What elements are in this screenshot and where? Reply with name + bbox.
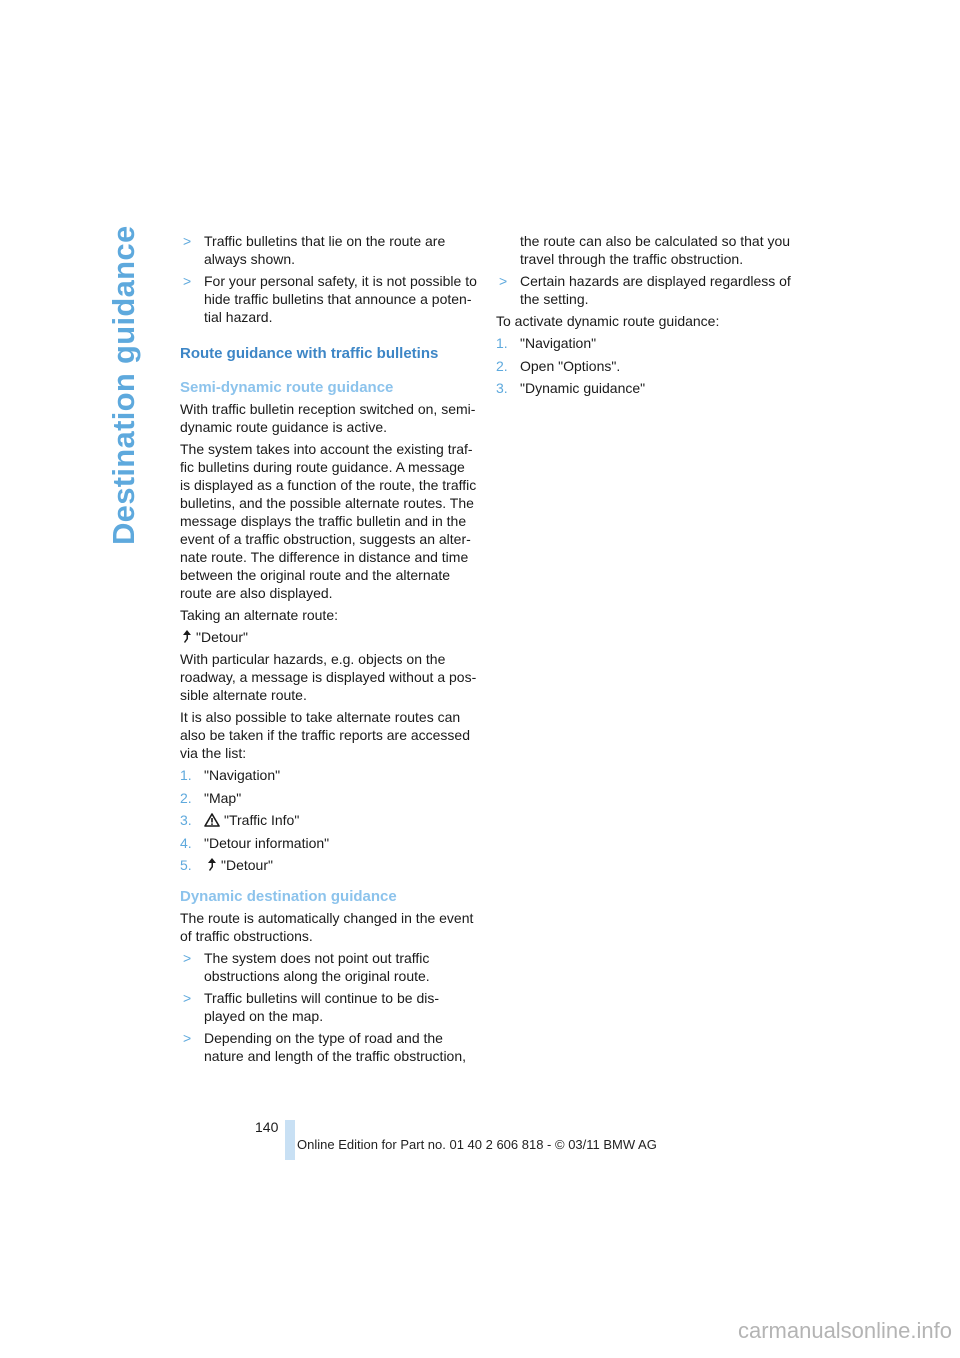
bullet-item: [180, 989, 477, 1025]
step-item: [180, 811, 477, 829]
bullet-item: [496, 272, 793, 308]
bullet-text: Traffic bulletins will continue to be dis-played on the map.: [204, 990, 439, 1024]
step-text: "Detour information": [204, 834, 330, 851]
step-item: [496, 379, 793, 397]
step-item: [496, 334, 793, 352]
step-text: "Dynamic guidance": [520, 380, 646, 396]
bullet-marker: >: [183, 273, 192, 289]
step-item: [496, 357, 793, 375]
step-number: 5.: [180, 857, 192, 873]
step-text: "Navigation": [204, 767, 281, 783]
step-text: "Navigation": [520, 335, 597, 351]
step-number: 1.: [180, 767, 192, 783]
footer-bar: [285, 1120, 295, 1160]
bullet-text: Depending on the type of road and the nature and length of the traffic obstruction,: [204, 1030, 467, 1064]
page-number: 140: [255, 1119, 279, 1135]
left-column: [180, 232, 477, 1069]
right-column: [496, 232, 793, 402]
step-number: 4.: [180, 834, 192, 851]
bullet-marker: >: [183, 1030, 192, 1046]
section-side-tab: Destination guidance: [106, 225, 141, 545]
step-item: [180, 766, 477, 784]
bullet-text: The system does not point out traffic obstructions along the original route.: [204, 950, 430, 984]
bullet-item: [180, 232, 477, 268]
paragraph: With traffic bulletin reception switched on, semi-dynamic route guidance is active.: [180, 401, 476, 435]
subheading-semi-dynamic: Semi-dynamic route guidance: [180, 379, 394, 396]
bullet-continuation: the route can also be calculated so that you travel through the traffic obstruction.: [520, 233, 791, 267]
step-item: [180, 856, 477, 874]
heading-route-guidance: Route guidance with traffic bulletins: [180, 345, 439, 362]
paragraph: It is also possible to take alternate routes can also be taken if the traffic reports are accessed via the list:: [180, 709, 471, 761]
paragraph: To activate dynamic route guidance:: [496, 313, 720, 329]
watermark: carmanualsonline.info: [737, 1318, 952, 1343]
step-text: "Detour": [221, 857, 273, 873]
step-number: 1.: [496, 335, 508, 351]
bullet-text: For your personal safety, it is not possible to hide traffic bulletins that announce a poten-tial hazard.: [204, 273, 477, 325]
paragraph: The route is automatically changed in the event of traffic obstructions.: [180, 910, 474, 944]
footer-edition-text: Online Edition for Part no. 01 40 2 606 818 - © 03/11 BMW AG: [297, 1137, 657, 1152]
detour-arrow-icon: [207, 858, 217, 872]
step-text: "Map": [204, 789, 242, 806]
bullet-marker: >: [183, 233, 192, 249]
step-number: 3.: [496, 380, 508, 396]
bullet-marker: >: [499, 273, 508, 289]
bullet-text: Traffic bulletins that lie on the route are always shown.: [204, 233, 446, 267]
step-number: 2.: [496, 357, 508, 374]
bullet-text: Certain hazards are displayed regardless of the setting.: [520, 273, 791, 307]
bullet-marker: >: [183, 990, 192, 1006]
detour-label: "Detour": [196, 629, 248, 645]
detour-arrow-icon: [182, 630, 192, 644]
step-item: [180, 834, 477, 852]
detour-line: [180, 628, 477, 646]
paragraph: With particular hazards, e.g. objects on the roadway, a message is displayed without a pos-sible alternate route.: [180, 651, 477, 703]
paragraph: The system takes into account the existing traf-fic bulletins during route guidance. A message is displayed as a function of the route, the traffic bulletins, and the possible alternate routes. The message displays the traffic bulletin and in the event of a traffic obstruction, suggests an alter-nate route. The difference in distance and time between the original route and the alternate route are also displayed.: [180, 441, 477, 601]
paragraph: Taking an alternate route:: [180, 607, 338, 623]
bullet-item: [180, 949, 477, 985]
step-text: Open "Options".: [520, 357, 621, 374]
bullet-item: [180, 272, 477, 326]
step-text: "Traffic Info": [224, 812, 300, 828]
step-number: 2.: [180, 789, 192, 806]
step-number: 3.: [180, 812, 192, 828]
subheading-dynamic: Dynamic destination guidance: [180, 888, 397, 905]
bullet-item: [180, 1029, 477, 1065]
bullet-marker: >: [183, 950, 192, 966]
step-item: [180, 789, 477, 807]
warning-triangle-icon: [204, 813, 220, 827]
